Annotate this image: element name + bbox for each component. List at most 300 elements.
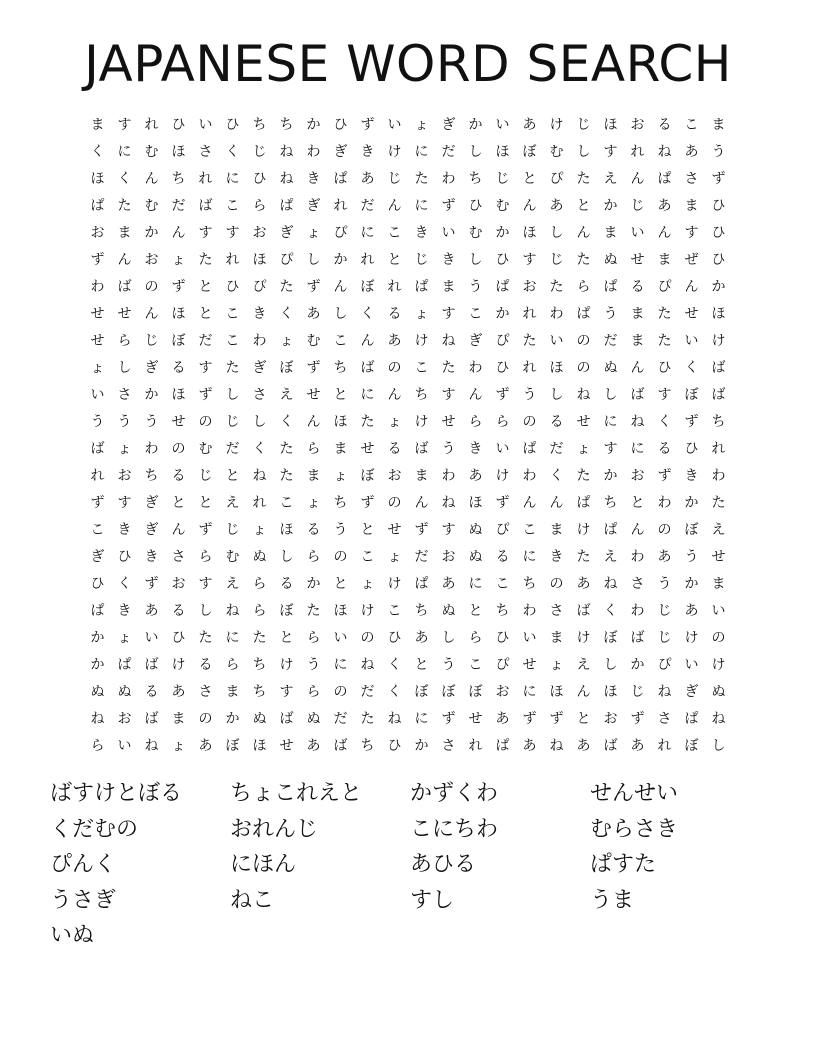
grid-cell[interactable]: す — [657, 387, 672, 403]
grid-cell[interactable]: と — [198, 495, 213, 511]
grid-cell[interactable]: ほ — [333, 414, 348, 430]
grid-cell[interactable]: く — [225, 144, 240, 160]
grid-cell[interactable]: い — [495, 441, 510, 457]
grid-cell[interactable]: ら — [225, 657, 240, 673]
grid-cell[interactable]: ば — [576, 603, 591, 619]
grid-cell[interactable]: ほ — [522, 225, 537, 241]
grid-cell[interactable]: と — [225, 468, 240, 484]
grid-cell[interactable]: ず — [522, 711, 537, 727]
grid-cell[interactable]: わ — [144, 441, 159, 457]
grid-cell[interactable]: ほ — [252, 252, 267, 268]
grid-cell[interactable]: ひ — [711, 252, 726, 268]
grid-cell[interactable]: ほ — [495, 144, 510, 160]
grid-cell[interactable]: れ — [711, 441, 726, 457]
grid-cell[interactable]: け — [549, 117, 564, 133]
grid-cell[interactable]: ま — [90, 117, 105, 133]
grid-cell[interactable]: ぱ — [414, 576, 429, 592]
grid-cell[interactable]: せ — [90, 306, 105, 322]
grid-cell[interactable]: け — [360, 603, 375, 619]
grid-cell[interactable]: た — [522, 333, 537, 349]
grid-cell[interactable]: ほ — [90, 171, 105, 187]
grid-cell[interactable]: た — [711, 495, 726, 511]
grid-cell[interactable]: た — [279, 279, 294, 295]
grid-cell[interactable]: た — [117, 198, 132, 214]
grid-cell[interactable]: ず — [90, 252, 105, 268]
grid-cell[interactable]: お — [630, 117, 645, 133]
grid-cell[interactable]: ま — [630, 333, 645, 349]
grid-cell[interactable]: ず — [495, 495, 510, 511]
grid-cell[interactable]: ず — [198, 522, 213, 538]
grid-cell[interactable]: け — [576, 630, 591, 646]
grid-cell[interactable]: ん — [387, 387, 402, 403]
grid-cell[interactable]: し — [576, 144, 591, 160]
grid-cell[interactable]: ら — [252, 198, 267, 214]
grid-cell[interactable]: あ — [387, 333, 402, 349]
grid-cell[interactable]: ょ — [117, 441, 132, 457]
grid-cell[interactable]: わ — [522, 603, 537, 619]
grid-cell[interactable]: に — [522, 549, 537, 565]
grid-cell[interactable]: じ — [549, 252, 564, 268]
grid-cell[interactable]: あ — [171, 684, 186, 700]
grid-cell[interactable]: か — [495, 306, 510, 322]
grid-cell[interactable]: た — [657, 333, 672, 349]
grid-cell[interactable]: さ — [198, 144, 213, 160]
grid-cell[interactable]: せ — [387, 522, 402, 538]
grid-cell[interactable]: ね — [603, 576, 618, 592]
grid-cell[interactable]: く — [279, 306, 294, 322]
grid-cell[interactable]: ん — [630, 522, 645, 538]
grid-cell[interactable]: お — [441, 549, 456, 565]
grid-cell[interactable]: と — [576, 711, 591, 727]
grid-cell[interactable]: か — [144, 225, 159, 241]
grid-cell[interactable]: ね — [657, 144, 672, 160]
grid-cell[interactable]: せ — [522, 657, 537, 673]
grid-cell[interactable]: し — [549, 387, 564, 403]
grid-cell[interactable]: ら — [90, 738, 105, 754]
grid-cell[interactable]: い — [549, 333, 564, 349]
grid-cell[interactable]: さ — [441, 738, 456, 754]
grid-cell[interactable]: こ — [279, 495, 294, 511]
grid-cell[interactable]: か — [414, 738, 429, 754]
grid-cell[interactable]: じ — [225, 522, 240, 538]
grid-cell[interactable]: ぴ — [657, 657, 672, 673]
grid-cell[interactable]: と — [630, 495, 645, 511]
grid-cell[interactable]: ほ — [279, 522, 294, 538]
grid-cell[interactable]: む — [198, 441, 213, 457]
grid-cell[interactable]: こ — [225, 306, 240, 322]
grid-cell[interactable]: に — [360, 387, 375, 403]
grid-cell[interactable]: ほ — [603, 117, 618, 133]
grid-cell[interactable]: ほ — [171, 306, 186, 322]
grid-cell[interactable]: ば — [630, 630, 645, 646]
grid-cell[interactable]: ん — [522, 495, 537, 511]
grid-cell[interactable]: ょ — [306, 225, 321, 241]
grid-cell[interactable]: し — [306, 252, 321, 268]
grid-cell[interactable]: ば — [603, 738, 618, 754]
grid-cell[interactable]: る — [306, 522, 321, 538]
grid-cell[interactable]: ぼ — [684, 522, 699, 538]
grid-cell[interactable]: い — [117, 738, 132, 754]
grid-cell[interactable]: あ — [549, 198, 564, 214]
grid-cell[interactable]: さ — [171, 549, 186, 565]
grid-cell[interactable]: い — [441, 225, 456, 241]
grid-cell[interactable]: ひ — [171, 117, 186, 133]
grid-cell[interactable]: た — [279, 441, 294, 457]
grid-cell[interactable]: れ — [657, 738, 672, 754]
grid-cell[interactable]: こ — [360, 549, 375, 565]
grid-cell[interactable]: た — [252, 630, 267, 646]
grid-cell[interactable]: ょ — [279, 333, 294, 349]
grid-cell[interactable]: ね — [144, 738, 159, 754]
grid-cell[interactable]: き — [441, 252, 456, 268]
grid-cell[interactable]: け — [495, 468, 510, 484]
grid-cell[interactable]: ず — [441, 711, 456, 727]
grid-cell[interactable]: ひ — [333, 117, 348, 133]
grid-cell[interactable]: ぎ — [144, 360, 159, 376]
grid-cell[interactable]: せ — [306, 387, 321, 403]
grid-cell[interactable]: ち — [333, 360, 348, 376]
grid-cell[interactable]: き — [414, 225, 429, 241]
grid-cell[interactable]: ぎ — [306, 198, 321, 214]
grid-cell[interactable]: す — [441, 522, 456, 538]
grid-cell[interactable]: ぬ — [306, 711, 321, 727]
grid-cell[interactable]: れ — [198, 171, 213, 187]
grid-cell[interactable]: ず — [414, 522, 429, 538]
grid-cell[interactable]: ら — [252, 603, 267, 619]
grid-cell[interactable]: ぼ — [684, 387, 699, 403]
grid-cell[interactable]: ば — [117, 279, 132, 295]
grid-cell[interactable]: れ — [468, 738, 483, 754]
grid-cell[interactable]: じ — [630, 198, 645, 214]
grid-cell[interactable]: ね — [657, 684, 672, 700]
grid-cell[interactable]: た — [414, 171, 429, 187]
grid-cell[interactable]: い — [333, 630, 348, 646]
grid-cell[interactable]: け — [387, 144, 402, 160]
grid-cell[interactable]: ぼ — [603, 630, 618, 646]
grid-cell[interactable]: い — [711, 603, 726, 619]
grid-cell[interactable]: ね — [279, 144, 294, 160]
grid-cell[interactable]: ひ — [387, 738, 402, 754]
grid-cell[interactable]: す — [117, 495, 132, 511]
grid-cell[interactable]: ん — [468, 387, 483, 403]
grid-cell[interactable]: に — [414, 198, 429, 214]
grid-cell[interactable]: と — [522, 171, 537, 187]
grid-cell[interactable]: ょ — [576, 441, 591, 457]
grid-cell[interactable]: か — [90, 630, 105, 646]
grid-cell[interactable]: く — [387, 684, 402, 700]
grid-cell[interactable]: ね — [441, 333, 456, 349]
grid-cell[interactable]: じ — [144, 333, 159, 349]
grid-cell[interactable]: う — [603, 306, 618, 322]
grid-cell[interactable]: こ — [522, 522, 537, 538]
grid-cell[interactable]: い — [90, 387, 105, 403]
grid-cell[interactable]: ち — [414, 603, 429, 619]
grid-cell[interactable]: し — [603, 387, 618, 403]
grid-cell[interactable]: る — [279, 576, 294, 592]
grid-cell[interactable]: あ — [441, 576, 456, 592]
grid-cell[interactable]: せ — [684, 306, 699, 322]
grid-cell[interactable]: ら — [495, 414, 510, 430]
grid-cell[interactable]: し — [198, 603, 213, 619]
grid-cell[interactable]: ね — [387, 711, 402, 727]
grid-cell[interactable]: ひ — [171, 630, 186, 646]
grid-cell[interactable]: ず — [360, 495, 375, 511]
grid-cell[interactable]: い — [198, 117, 213, 133]
grid-cell[interactable]: う — [117, 414, 132, 430]
grid-cell[interactable]: せ — [171, 414, 186, 430]
grid-cell[interactable]: か — [333, 252, 348, 268]
grid-cell[interactable]: ほ — [603, 684, 618, 700]
grid-cell[interactable]: ば — [90, 441, 105, 457]
grid-cell[interactable]: ぱ — [90, 198, 105, 214]
grid-cell[interactable]: く — [117, 171, 132, 187]
grid-cell[interactable]: あ — [657, 198, 672, 214]
grid-cell[interactable]: す — [198, 225, 213, 241]
grid-cell[interactable]: せ — [576, 414, 591, 430]
grid-cell[interactable]: ん — [414, 495, 429, 511]
grid-cell[interactable]: る — [495, 549, 510, 565]
grid-cell[interactable]: ち — [252, 117, 267, 133]
grid-cell[interactable]: さ — [684, 171, 699, 187]
grid-cell[interactable]: か — [225, 711, 240, 727]
grid-cell[interactable]: ね — [576, 387, 591, 403]
grid-cell[interactable]: え — [225, 576, 240, 592]
grid-cell[interactable]: あ — [414, 630, 429, 646]
grid-cell[interactable]: し — [468, 252, 483, 268]
grid-cell[interactable]: ぼ — [441, 684, 456, 700]
grid-cell[interactable]: る — [171, 360, 186, 376]
grid-cell[interactable]: ょ — [387, 549, 402, 565]
grid-cell[interactable]: ょ — [171, 252, 186, 268]
grid-cell[interactable]: ら — [306, 684, 321, 700]
grid-cell[interactable]: ぬ — [252, 549, 267, 565]
grid-cell[interactable]: ひ — [495, 252, 510, 268]
grid-cell[interactable]: た — [549, 279, 564, 295]
grid-cell[interactable]: ぴ — [549, 171, 564, 187]
grid-cell[interactable]: ほ — [549, 360, 564, 376]
grid-cell[interactable]: せ — [117, 306, 132, 322]
grid-cell[interactable]: と — [333, 576, 348, 592]
grid-cell[interactable]: ち — [522, 576, 537, 592]
grid-cell[interactable]: け — [414, 333, 429, 349]
grid-cell[interactable]: ば — [360, 360, 375, 376]
grid-cell[interactable]: に — [630, 441, 645, 457]
grid-cell[interactable]: ぱ — [279, 198, 294, 214]
grid-cell[interactable]: ま — [117, 225, 132, 241]
grid-cell[interactable]: わ — [522, 468, 537, 484]
grid-cell[interactable]: ち — [414, 387, 429, 403]
grid-cell[interactable]: じ — [252, 144, 267, 160]
grid-cell[interactable]: こ — [333, 333, 348, 349]
grid-cell[interactable]: ん — [117, 252, 132, 268]
grid-cell[interactable]: さ — [252, 387, 267, 403]
grid-cell[interactable]: ん — [144, 171, 159, 187]
grid-cell[interactable]: お — [252, 225, 267, 241]
grid-cell[interactable]: く — [252, 441, 267, 457]
grid-cell[interactable]: だ — [603, 333, 618, 349]
grid-cell[interactable]: ん — [549, 495, 564, 511]
grid-cell[interactable]: し — [225, 387, 240, 403]
grid-cell[interactable]: う — [306, 657, 321, 673]
grid-cell[interactable]: ひ — [657, 360, 672, 376]
grid-cell[interactable]: う — [711, 144, 726, 160]
grid-cell[interactable]: ぱ — [522, 441, 537, 457]
grid-cell[interactable]: ま — [630, 306, 645, 322]
grid-cell[interactable]: か — [495, 225, 510, 241]
grid-cell[interactable]: た — [360, 414, 375, 430]
grid-cell[interactable]: ら — [468, 630, 483, 646]
grid-cell[interactable]: ぱ — [576, 495, 591, 511]
grid-cell[interactable]: え — [576, 657, 591, 673]
grid-cell[interactable]: ぼ — [360, 468, 375, 484]
grid-cell[interactable]: わ — [630, 549, 645, 565]
grid-cell[interactable]: ぎ — [144, 522, 159, 538]
grid-cell[interactable]: わ — [468, 360, 483, 376]
grid-cell[interactable]: さ — [630, 576, 645, 592]
grid-cell[interactable]: ず — [711, 171, 726, 187]
grid-cell[interactable]: ま — [333, 441, 348, 457]
grid-cell[interactable]: た — [441, 360, 456, 376]
grid-cell[interactable]: く — [549, 468, 564, 484]
grid-cell[interactable]: の — [144, 279, 159, 295]
grid-cell[interactable]: ぬ — [603, 252, 618, 268]
grid-cell[interactable]: ぱ — [90, 603, 105, 619]
grid-cell[interactable]: き — [468, 441, 483, 457]
grid-cell[interactable]: ち — [252, 684, 267, 700]
grid-cell[interactable]: ね — [360, 657, 375, 673]
grid-cell[interactable]: ら — [306, 549, 321, 565]
grid-cell[interactable]: き — [144, 549, 159, 565]
grid-cell[interactable]: ら — [306, 630, 321, 646]
grid-cell[interactable]: れ — [90, 468, 105, 484]
grid-cell[interactable]: あ — [495, 711, 510, 727]
grid-cell[interactable]: ょ — [171, 738, 186, 754]
grid-cell[interactable]: わ — [441, 171, 456, 187]
grid-cell[interactable]: あ — [198, 738, 213, 754]
grid-cell[interactable]: ぱ — [333, 171, 348, 187]
grid-cell[interactable]: く — [117, 576, 132, 592]
grid-cell[interactable]: む — [306, 333, 321, 349]
grid-cell[interactable]: し — [549, 225, 564, 241]
grid-cell[interactable]: に — [117, 144, 132, 160]
grid-cell[interactable]: ひ — [495, 360, 510, 376]
grid-cell[interactable]: え — [603, 171, 618, 187]
grid-cell[interactable]: せ — [90, 333, 105, 349]
grid-cell[interactable]: ち — [252, 657, 267, 673]
grid-cell[interactable]: し — [279, 549, 294, 565]
grid-cell[interactable]: ね — [90, 711, 105, 727]
grid-cell[interactable]: せ — [441, 414, 456, 430]
grid-cell[interactable]: こ — [468, 306, 483, 322]
grid-cell[interactable]: ぎ — [279, 225, 294, 241]
grid-cell[interactable]: ぎ — [468, 333, 483, 349]
grid-cell[interactable]: う — [333, 522, 348, 538]
grid-cell[interactable]: ら — [306, 441, 321, 457]
grid-cell[interactable]: す — [225, 225, 240, 241]
grid-cell[interactable]: せ — [360, 441, 375, 457]
grid-cell[interactable]: だ — [360, 198, 375, 214]
grid-cell[interactable]: あ — [522, 738, 537, 754]
grid-cell[interactable]: ず — [171, 279, 186, 295]
grid-cell[interactable]: ん — [171, 225, 186, 241]
grid-cell[interactable]: ほ — [549, 684, 564, 700]
grid-cell[interactable]: ひ — [225, 117, 240, 133]
grid-cell[interactable]: に — [522, 684, 537, 700]
grid-cell[interactable]: と — [198, 306, 213, 322]
grid-cell[interactable]: す — [522, 252, 537, 268]
grid-cell[interactable]: ば — [630, 387, 645, 403]
grid-cell[interactable]: じ — [198, 468, 213, 484]
grid-cell[interactable]: に — [414, 144, 429, 160]
grid-cell[interactable]: か — [306, 576, 321, 592]
grid-cell[interactable]: じ — [630, 684, 645, 700]
grid-cell[interactable]: せ — [468, 711, 483, 727]
grid-cell[interactable]: だ — [198, 333, 213, 349]
grid-cell[interactable]: ぬ — [117, 684, 132, 700]
grid-cell[interactable]: れ — [144, 117, 159, 133]
grid-cell[interactable]: お — [495, 684, 510, 700]
grid-cell[interactable]: の — [657, 522, 672, 538]
grid-cell[interactable]: あ — [468, 468, 483, 484]
grid-cell[interactable]: せ — [711, 549, 726, 565]
grid-cell[interactable]: お — [603, 711, 618, 727]
grid-cell[interactable]: く — [684, 360, 699, 376]
grid-cell[interactable]: い — [387, 117, 402, 133]
grid-cell[interactable]: ぎ — [90, 549, 105, 565]
grid-cell[interactable]: ぬ — [711, 684, 726, 700]
grid-cell[interactable]: ま — [657, 252, 672, 268]
grid-cell[interactable]: う — [441, 441, 456, 457]
grid-cell[interactable]: ょ — [387, 414, 402, 430]
grid-cell[interactable]: け — [711, 333, 726, 349]
grid-cell[interactable]: ち — [171, 171, 186, 187]
grid-cell[interactable]: ほ — [171, 387, 186, 403]
grid-cell[interactable]: ず — [306, 279, 321, 295]
grid-cell[interactable]: ほ — [252, 738, 267, 754]
grid-cell[interactable]: ぱ — [603, 279, 618, 295]
grid-cell[interactable]: い — [495, 117, 510, 133]
grid-cell[interactable]: ぎ — [441, 117, 456, 133]
grid-cell[interactable]: ま — [684, 198, 699, 214]
grid-cell[interactable]: あ — [657, 549, 672, 565]
grid-cell[interactable]: ほ — [333, 603, 348, 619]
grid-cell[interactable]: じ — [657, 603, 672, 619]
grid-cell[interactable]: れ — [387, 279, 402, 295]
grid-cell[interactable]: れ — [252, 495, 267, 511]
grid-cell[interactable]: ぬ — [468, 549, 483, 565]
grid-cell[interactable]: き — [684, 468, 699, 484]
grid-cell[interactable]: え — [711, 522, 726, 538]
grid-cell[interactable]: た — [306, 603, 321, 619]
grid-cell[interactable]: お — [522, 279, 537, 295]
grid-cell[interactable]: た — [576, 549, 591, 565]
grid-cell[interactable]: ん — [360, 333, 375, 349]
grid-cell[interactable]: け — [684, 630, 699, 646]
grid-cell[interactable]: む — [225, 549, 240, 565]
grid-cell[interactable]: け — [387, 576, 402, 592]
grid-cell[interactable]: る — [198, 657, 213, 673]
grid-cell[interactable]: わ — [630, 603, 645, 619]
grid-cell[interactable]: ぱ — [495, 279, 510, 295]
grid-cell[interactable]: ち — [279, 117, 294, 133]
grid-cell[interactable]: き — [306, 171, 321, 187]
grid-cell[interactable]: る — [387, 306, 402, 322]
grid-cell[interactable]: か — [711, 279, 726, 295]
grid-cell[interactable]: ぼ — [360, 279, 375, 295]
grid-cell[interactable]: ね — [630, 414, 645, 430]
grid-cell[interactable]: さ — [657, 711, 672, 727]
grid-cell[interactable]: た — [198, 630, 213, 646]
